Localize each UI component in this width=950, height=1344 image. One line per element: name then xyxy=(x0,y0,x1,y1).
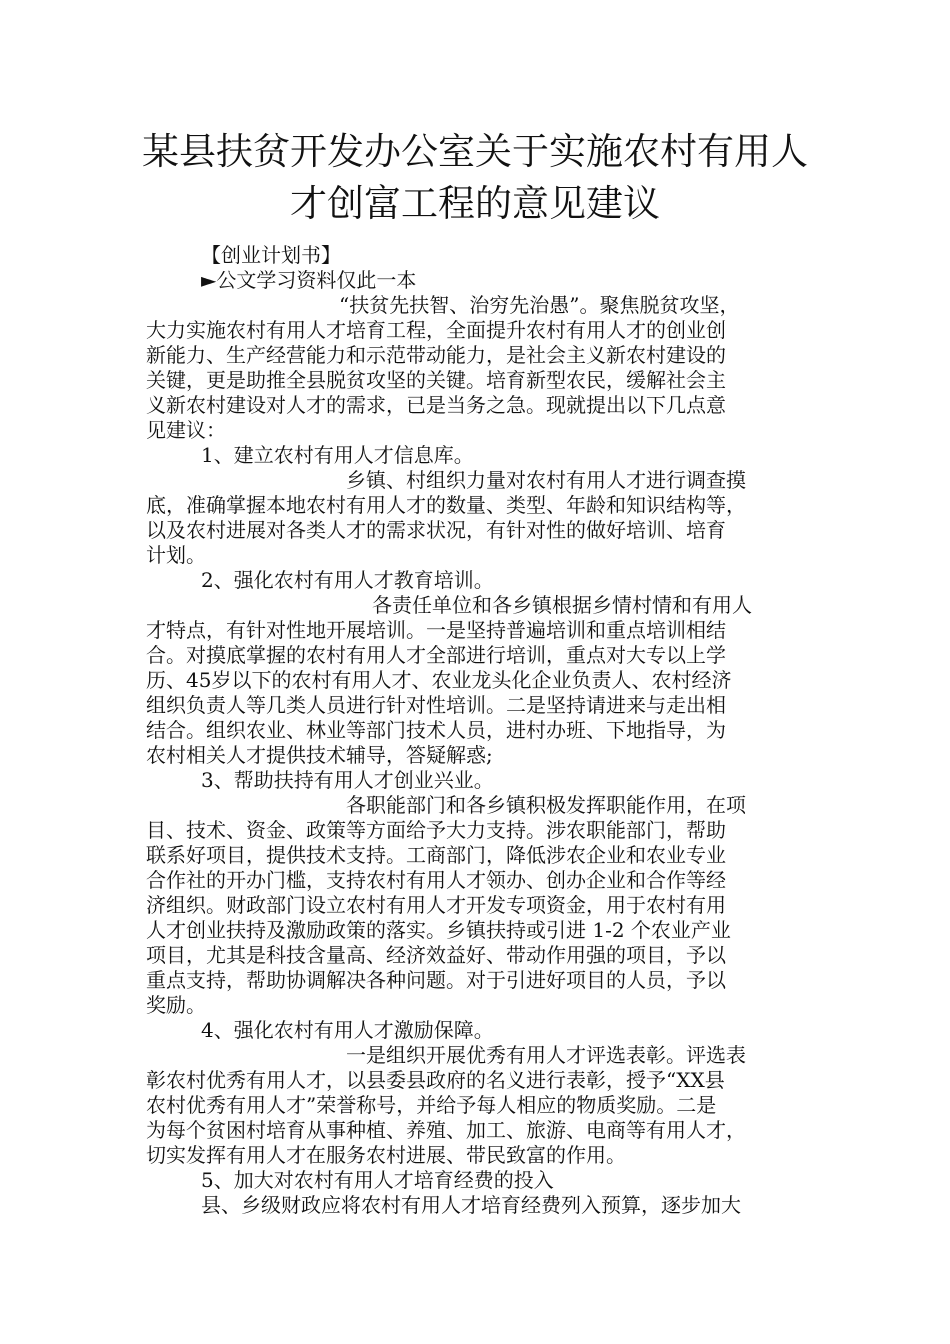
text-line: 重点支持，帮助协调解决各种问题。对于引进好项目的人员，予以 xyxy=(146,968,726,992)
text-line: 结合。组织农业、林业等部门技术人员，进村办班、下地指导，为 xyxy=(146,718,726,742)
text-line: 各责任单位和各乡镇根据乡情村情和有用人 xyxy=(372,593,752,617)
text-line: 切实发挥有用人才在服务农村进展、带民致富的作用。 xyxy=(146,1143,626,1167)
text-line: 项目，尤其是科技含量高、经济效益好、带动作用强的项目，予以 xyxy=(146,943,726,967)
text-line: 合。对摸底掌握的农村有用人才全部进行培训，重点对大专以上学 xyxy=(146,643,726,667)
text-line: 2、强化农村有用人才教育培训。 xyxy=(201,568,494,592)
text-line: 5、加大对农村有用人才培育经费的投入 xyxy=(201,1168,554,1192)
text-line: 才特点，有针对性地开展培训。一是坚持普遍培训和重点培训相结 xyxy=(146,618,726,642)
text-line: 县、乡级财政应将农村有用人才培育经费列入预算，逐步加大 xyxy=(201,1193,741,1217)
text-line: 1、建立农村有用人才信息库。 xyxy=(201,443,474,467)
text-line: 义新农村建设对人才的需求，已是当务之急。现就提出以下几点意 xyxy=(146,393,726,417)
text-line: 历、45岁以下的农村有用人才、农业龙头化企业负责人、农村经济 xyxy=(146,668,732,692)
text-line: 3、帮助扶持有用人才创业兴业。 xyxy=(201,768,494,792)
text-line: 计划。 xyxy=(146,543,206,567)
text-line: 乡镇、村组织力量对农村有用人才进行调查摸 xyxy=(346,468,746,492)
text-line: 组织负责人等几类人员进行针对性培训。二是坚持请进来与走出相 xyxy=(146,693,726,717)
text-line: 见建议： xyxy=(146,418,226,442)
text-line: 关键，更是助推全县脱贫攻坚的关键。培育新型农民，缓解社会主 xyxy=(146,368,726,392)
title-line-1: 某县扶贫开发办公室关于实施农村有用人 xyxy=(142,130,808,173)
document-title xyxy=(100,126,850,230)
text-line: 为每个贫困村培育从事种植、养殖、加工、旅游、电商等有用人才， xyxy=(146,1118,746,1142)
text-line: 济组织。财政部门设立农村有用人才开发专项资金，用于农村有用 xyxy=(146,893,726,917)
text-line: 彰农村优秀有用人才，以县委县政府的名义进行表彰，授予“XX县 xyxy=(146,1068,725,1092)
text-line: 农村优秀有用人才”荣誉称号，并给予每人相应的物质奖励。二是 xyxy=(146,1093,717,1117)
text-line: 奖励。 xyxy=(146,993,206,1017)
title-line-2: 才创富工程的意见建议 xyxy=(290,182,660,225)
text-line: 大力实施农村有用人才培育工程，全面提升农村有用人才的创业创 xyxy=(146,318,726,342)
text-line: 4、强化农村有用人才激励保障。 xyxy=(201,1018,494,1042)
text-line: 新能力、生产经营能力和示范带动能力，是社会主义新农村建设的 xyxy=(146,343,726,367)
text-line: “扶贫先扶智、治穷先治愚”。聚焦脱贫攻坚， xyxy=(339,293,740,317)
text-line: 目、技术、资金、政策等方面给予大力支持。涉农职能部门，帮助 xyxy=(146,818,726,842)
text-line: 人才创业扶持及激励政策的落实。乡镇扶持或引进 1-2 个农业产业 xyxy=(146,918,731,942)
text-line: 农村相关人才提供技术辅导，答疑解惑; xyxy=(146,743,493,767)
text-line: ►公文学习资料仅此一本 xyxy=(201,268,417,292)
document-body xyxy=(146,243,816,1218)
text-line: 各职能部门和各乡镇积极发挥职能作用，在项 xyxy=(346,793,746,817)
text-line: 以及农村进展对各类人才的需求状况，有针对性的做好培训、培育 xyxy=(146,518,726,542)
text-line: 合作社的开办门槛，支持农村有用人才领办、创办企业和合作等经 xyxy=(146,868,726,892)
text-line: 底，准确掌握本地农村有用人才的数量、类型、年龄和知识结构等， xyxy=(146,493,746,517)
text-line: 【创业计划书】 xyxy=(201,243,341,267)
text-line: 联系好项目，提供技术支持。工商部门，降低涉农企业和农业专业 xyxy=(146,843,726,867)
text-line: 一是组织开展优秀有用人才评选表彰。评选表 xyxy=(346,1043,746,1067)
